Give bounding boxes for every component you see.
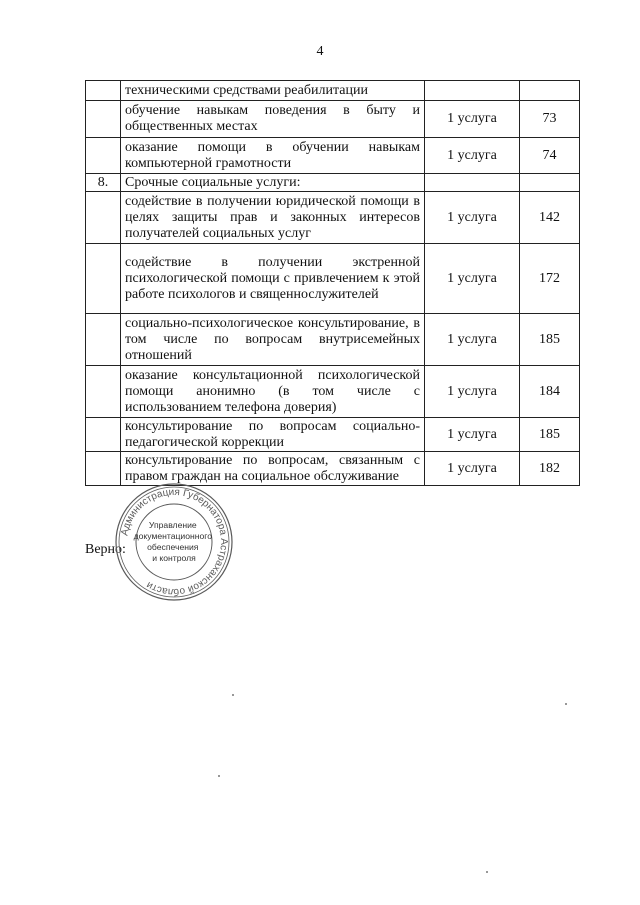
table-row xyxy=(86,192,580,244)
service-unit: 1 услуга xyxy=(425,366,520,418)
row-number xyxy=(86,138,121,174)
service-price xyxy=(520,174,580,192)
section-heading: Срочные социальные услуги: xyxy=(121,174,425,192)
service-price: 182 xyxy=(520,452,580,486)
table-row xyxy=(86,366,580,418)
page-number: 4 xyxy=(316,44,324,59)
service-unit: 1 услуга xyxy=(425,418,520,452)
service-price: 184 xyxy=(520,366,580,418)
table-row xyxy=(86,138,580,174)
scan-speck xyxy=(486,871,488,873)
service-unit: 1 услуга xyxy=(425,138,520,174)
row-number xyxy=(86,244,121,314)
service-name: оказание помощи в обучении навыкам компьютерной грамотности xyxy=(121,138,425,174)
table-row xyxy=(86,81,580,101)
service-price: 185 xyxy=(520,418,580,452)
row-number xyxy=(86,418,121,452)
service-name: обучение навыкам поведения в быту и общественных местах xyxy=(121,101,425,138)
service-price: 172 xyxy=(520,244,580,314)
service-unit xyxy=(425,174,520,192)
service-price: 74 xyxy=(520,138,580,174)
service-unit: 1 услуга xyxy=(425,452,520,486)
row-number xyxy=(86,314,121,366)
row-number xyxy=(86,366,121,418)
row-number xyxy=(86,452,121,486)
service-name: социально-психологическое консультирование, в том числе по вопросам внутрисемейных отношений xyxy=(121,314,425,366)
official-stamp xyxy=(110,482,238,602)
row-number xyxy=(86,192,121,244)
service-unit: 1 услуга xyxy=(425,101,520,138)
service-name: консультирование по вопросам, связанным с правом граждан на социальное обслуживание xyxy=(121,452,425,486)
table-row xyxy=(86,452,580,486)
scan-speck xyxy=(232,694,234,696)
service-price: 73 xyxy=(520,101,580,138)
service-name: оказание консультационной психологической помощи анонимно (в том числе с использованием телефона доверия) xyxy=(121,366,425,418)
service-price: 185 xyxy=(520,314,580,366)
service-name: содействие в получении экстренной психологической помощи с привлечением к этой работе психологов и священнослужителей xyxy=(121,244,425,314)
table-row xyxy=(86,101,580,138)
scan-speck xyxy=(565,703,567,705)
table-row xyxy=(86,244,580,314)
stamp-ring-text: Администрация Губернатора Астраханской области xyxy=(119,486,230,598)
service-name: содействие в получении юридической помощи в целях защиты прав и законных интересов получателей социальных услуг xyxy=(121,192,425,244)
certification-label: Верно: xyxy=(85,542,126,557)
scan-speck xyxy=(218,775,220,777)
row-number xyxy=(86,101,121,138)
service-name: консультирование по вопросам социально-педагогической коррекции xyxy=(121,418,425,452)
table-row xyxy=(86,314,580,366)
service-name: техническими средствами реабилитации xyxy=(121,81,425,101)
service-unit: 1 услуга xyxy=(425,314,520,366)
row-number xyxy=(86,81,121,101)
service-unit: 1 услуга xyxy=(425,244,520,314)
services-table xyxy=(85,80,580,486)
service-unit: 1 услуга xyxy=(425,192,520,244)
service-price: 142 xyxy=(520,192,580,244)
table-row xyxy=(86,174,580,192)
stamp-center-text: Управление документационного обеспечения и контроля xyxy=(133,520,213,563)
service-unit xyxy=(425,81,520,101)
row-number: 8. xyxy=(86,174,121,192)
table-row xyxy=(86,418,580,452)
service-price xyxy=(520,81,580,101)
